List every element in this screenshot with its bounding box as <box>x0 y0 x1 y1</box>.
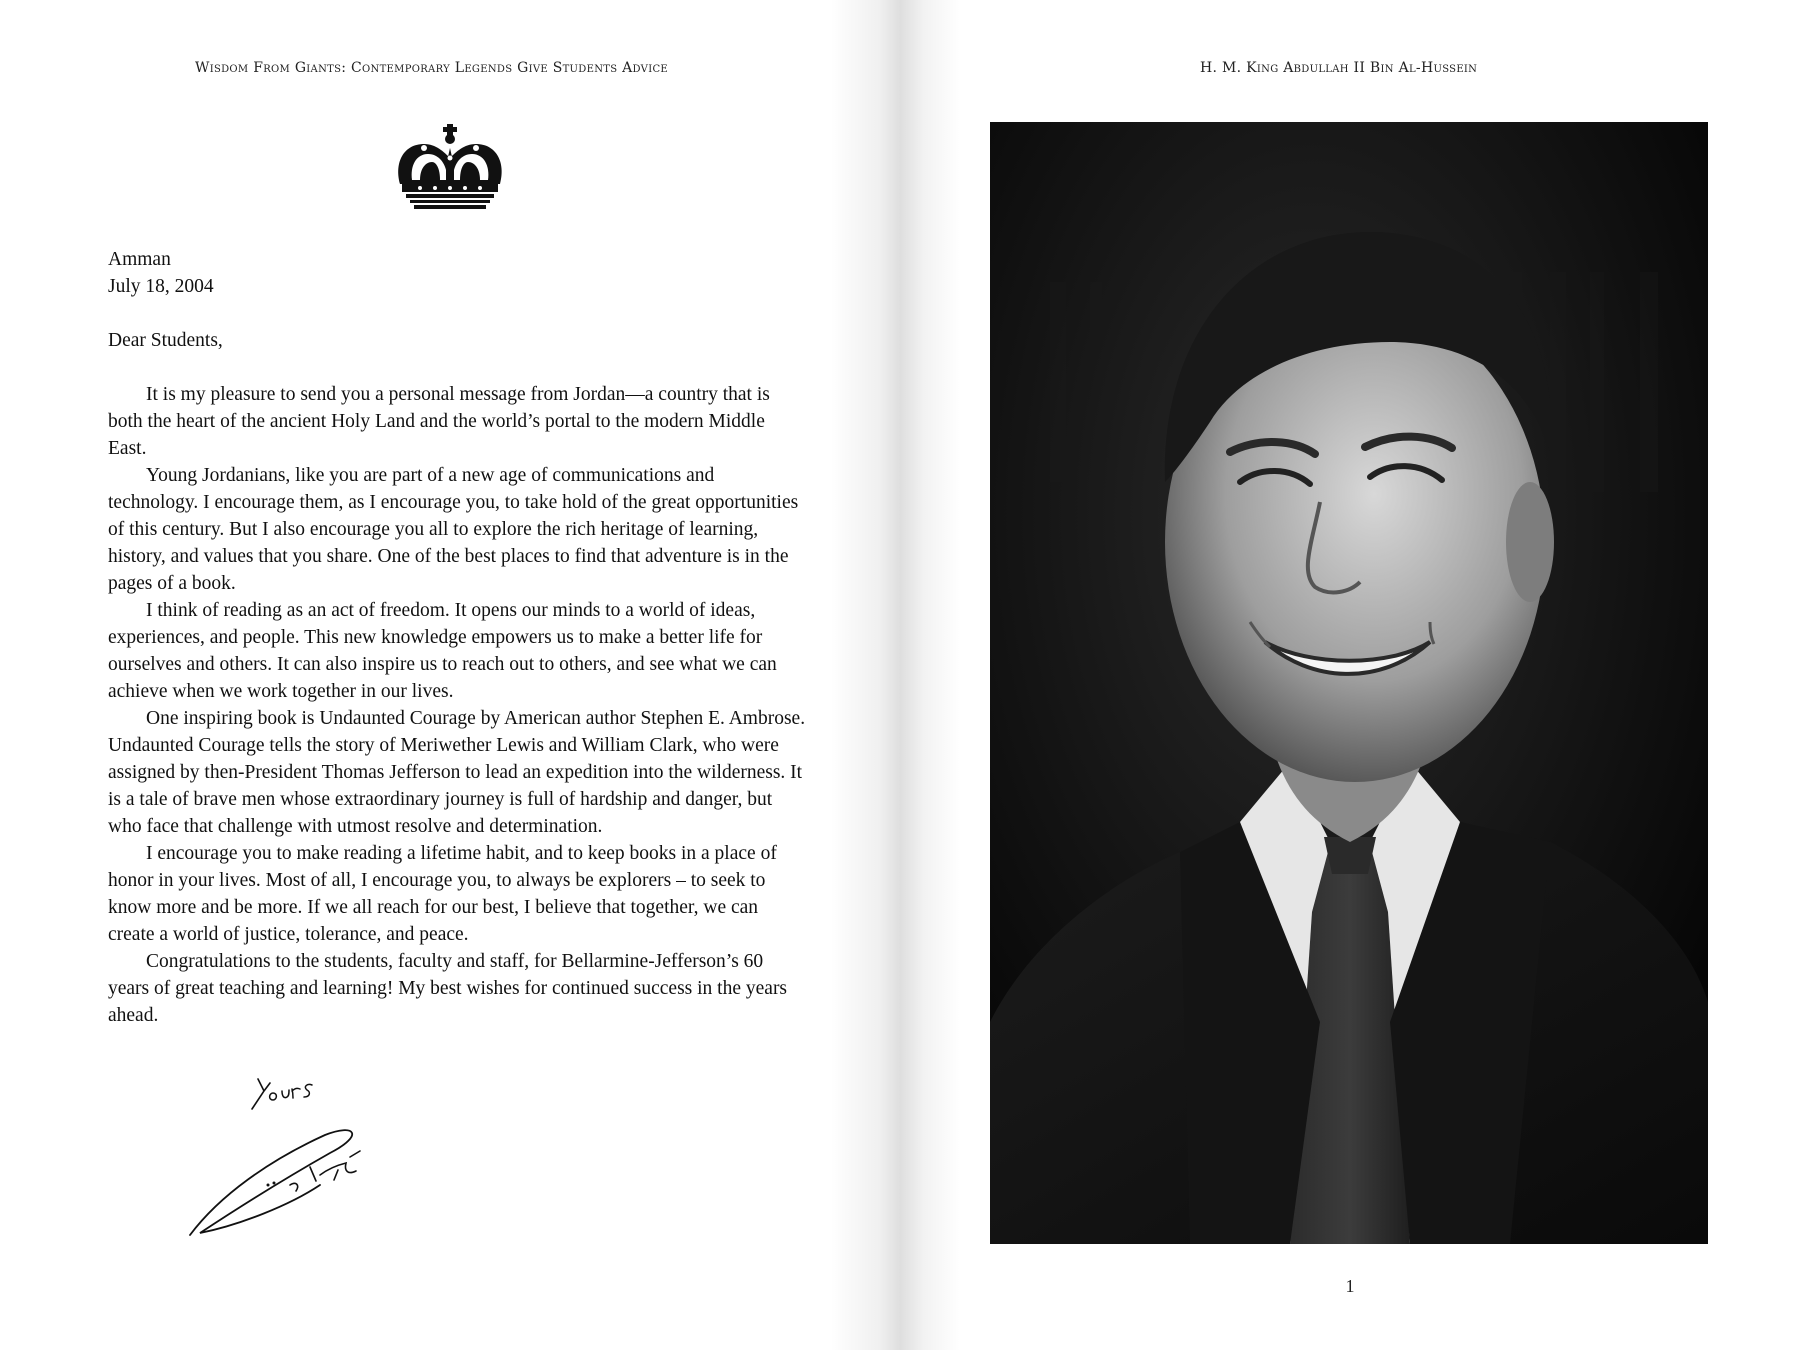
gutter-shadow <box>900 0 960 1350</box>
letter-paragraph: Young Jordanians, like you are part of a new age of communications and technology. I encourage them, as I encourage you, to take hold of the great opportunities of this century. But I also encourage you all to explore the rich heritage of learning, history, and values that you share. One of the best places to find that adventure is in the pages of a book. <box>108 465 799 594</box>
crown-icon <box>390 122 510 214</box>
running-head-right: H. M. King Abdullah II Bin Al-Hussein <box>1200 60 1478 76</box>
letter-salutation: Dear Students, <box>108 330 223 351</box>
gutter-shadow <box>830 0 900 1350</box>
running-head-left: Wisdom From Giants: Contemporary Legends Give Students Advice <box>195 60 668 76</box>
letter-date: July 18, 2004 <box>108 276 214 297</box>
letter-paragraph: Congratulations to the students, faculty and staff, for Bellarmine-Jefferson’s 60 years of great teaching and learning! My best wishes for continued success in the years ahead. <box>108 951 788 1026</box>
letter-place: Amman <box>108 249 171 270</box>
portrait-photo <box>990 122 1708 1244</box>
page-number: 1 <box>1345 1276 1355 1296</box>
letter-paragraph: I think of reading as an act of freedom. It opens our minds to a world of ideas, experiences, and people. This new knowledge empowers us to make a better life for ourselves and others. It can also inspire us to reach out to others, and see what we can achieve when we work together in our lives. <box>108 600 777 702</box>
letter-paragraph: One inspiring book is Undaunted Courage by American author Stephen E. Ambrose. Undaunted Courage tells the story of Meriwether Lewis and William Clark, who were assigned by then-President Thomas Jefferson to lead an expedition into the wilderness. It is a tale of brave men whose extraordinary journey is full of hardship and danger, but who face that challenge with utmost resolve and determination. <box>108 708 806 837</box>
letter-paragraph: It is my pleasure to send you a personal message from Jordan—a country that is both the heart of the ancient Holy Land and the world’s portal to the modern Middle East. <box>108 384 770 459</box>
handwritten-signature <box>180 1075 400 1250</box>
letter-body <box>108 246 808 1029</box>
letter-paragraph: I encourage you to make reading a lifetime habit, and to keep books in a place of honor in your lives. Most of all, I encourage you, to always be explorers – to seek to know more and be more. If we all reach for our best, I believe that together, we can create a world of justice, tolerance, and peace. <box>108 843 777 945</box>
